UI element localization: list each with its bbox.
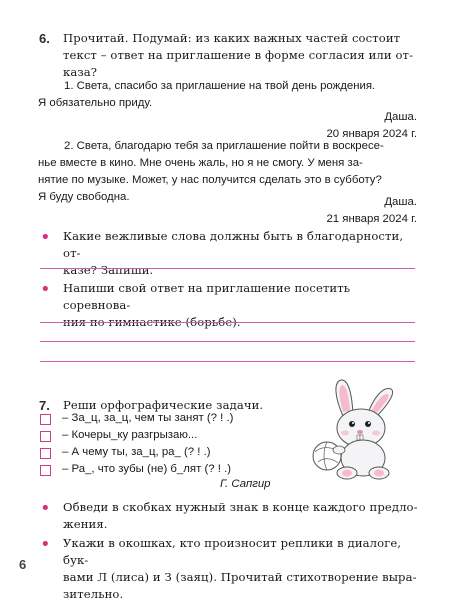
poem [62,410,312,478]
letter1-line: 1. Света, спасибо за приглашение на твой день рождения. [64,80,376,92]
task7-bullet1-line: Обведи в скобках нужный знак в конце каждого предло- [63,500,418,514]
letter1-signature-name: Даша. [384,111,417,123]
task6-bullet1-line: казе? Запиши. [63,263,154,277]
page-number: 6 [19,557,27,572]
task7-bullet2 [63,535,419,603]
bullet-icon: • [40,279,51,300]
bunny-with-nut-illustration [305,376,417,482]
task7-number: 7. [39,398,50,413]
poem-line: – Кочеры_ку разгрызаю... [62,429,198,441]
bullet-icon: • [40,534,51,555]
task7-bullet2-line: Укажи в окошках, кто произносит реплики в диалоге, бук- [63,536,402,567]
task6-prompt [63,30,419,81]
answer-line[interactable] [40,361,415,362]
answer-box[interactable] [40,465,51,476]
task6-prompt-line: каза? [63,65,98,79]
task6-prompt-line: Прочитай. Подумай: из каких важных частей состоит [63,31,401,45]
letter1-date: 20 января 2024 г. [326,128,417,140]
letter1-line: Я обязательно приду. [38,97,153,109]
answer-box[interactable] [40,414,51,425]
task6-prompt-line: текст – ответ на приглашение в форме согласия или от- [63,48,414,62]
answer-box[interactable] [40,431,51,442]
task7-prompt: Реши орфографические задачи. [63,398,264,412]
task7-bullet1 [63,499,419,533]
task6-bullet2 [63,280,419,331]
answer-line[interactable] [40,268,415,269]
task6-bullet2-line: Напиши свой ответ на приглашение посетить соревнова- [63,281,351,312]
bullet-icon: • [40,498,51,519]
answer-line[interactable] [40,341,415,342]
poem-line: – За_ц, за_ц, чем ты занят (? ! .) [62,412,234,424]
letter2-line: 2. Света, благодарю тебя за приглашение пойти в воскресе- [64,140,384,152]
letter2-line: нье вместе в кино. Мне очень жаль, но я не смогу. У меня за- [38,157,363,169]
letter2-line: нятие по музыке. Может, у нас получится сделать это в субботу? [38,174,382,186]
letter2-line: Я буду свободна. [38,191,130,203]
task6-bullet1-line: Какие вежливые слова должны быть в благодарности, от- [63,229,404,260]
task7-bullet2-line: зительно. [63,587,124,601]
poem-line: – А чему ты, за_ц, ра_ (? ! .) [62,446,211,458]
task6-bullet2-line: ния по гимнастике (борьбе). [63,315,241,329]
answer-box[interactable] [40,448,51,459]
task6-bullet1 [63,228,419,279]
task6-number: 6. [39,31,50,46]
task7-bullet1-line: жения. [63,517,108,531]
letter2-signature [200,191,417,228]
bullet-icon: • [40,227,51,248]
letter2-signature-name: Даша. [384,196,417,208]
letter2-date: 21 января 2024 г. [326,213,417,225]
task7-bullet2-line: вами Л (лиса) и З (заяц). Прочитай стихотворение выра- [63,570,417,584]
poem-author: Г. Сапгир [220,478,271,490]
answer-line[interactable] [40,322,415,323]
poem-line: – Ра_, что зубы (не) б_лят (? ! .) [62,463,232,475]
